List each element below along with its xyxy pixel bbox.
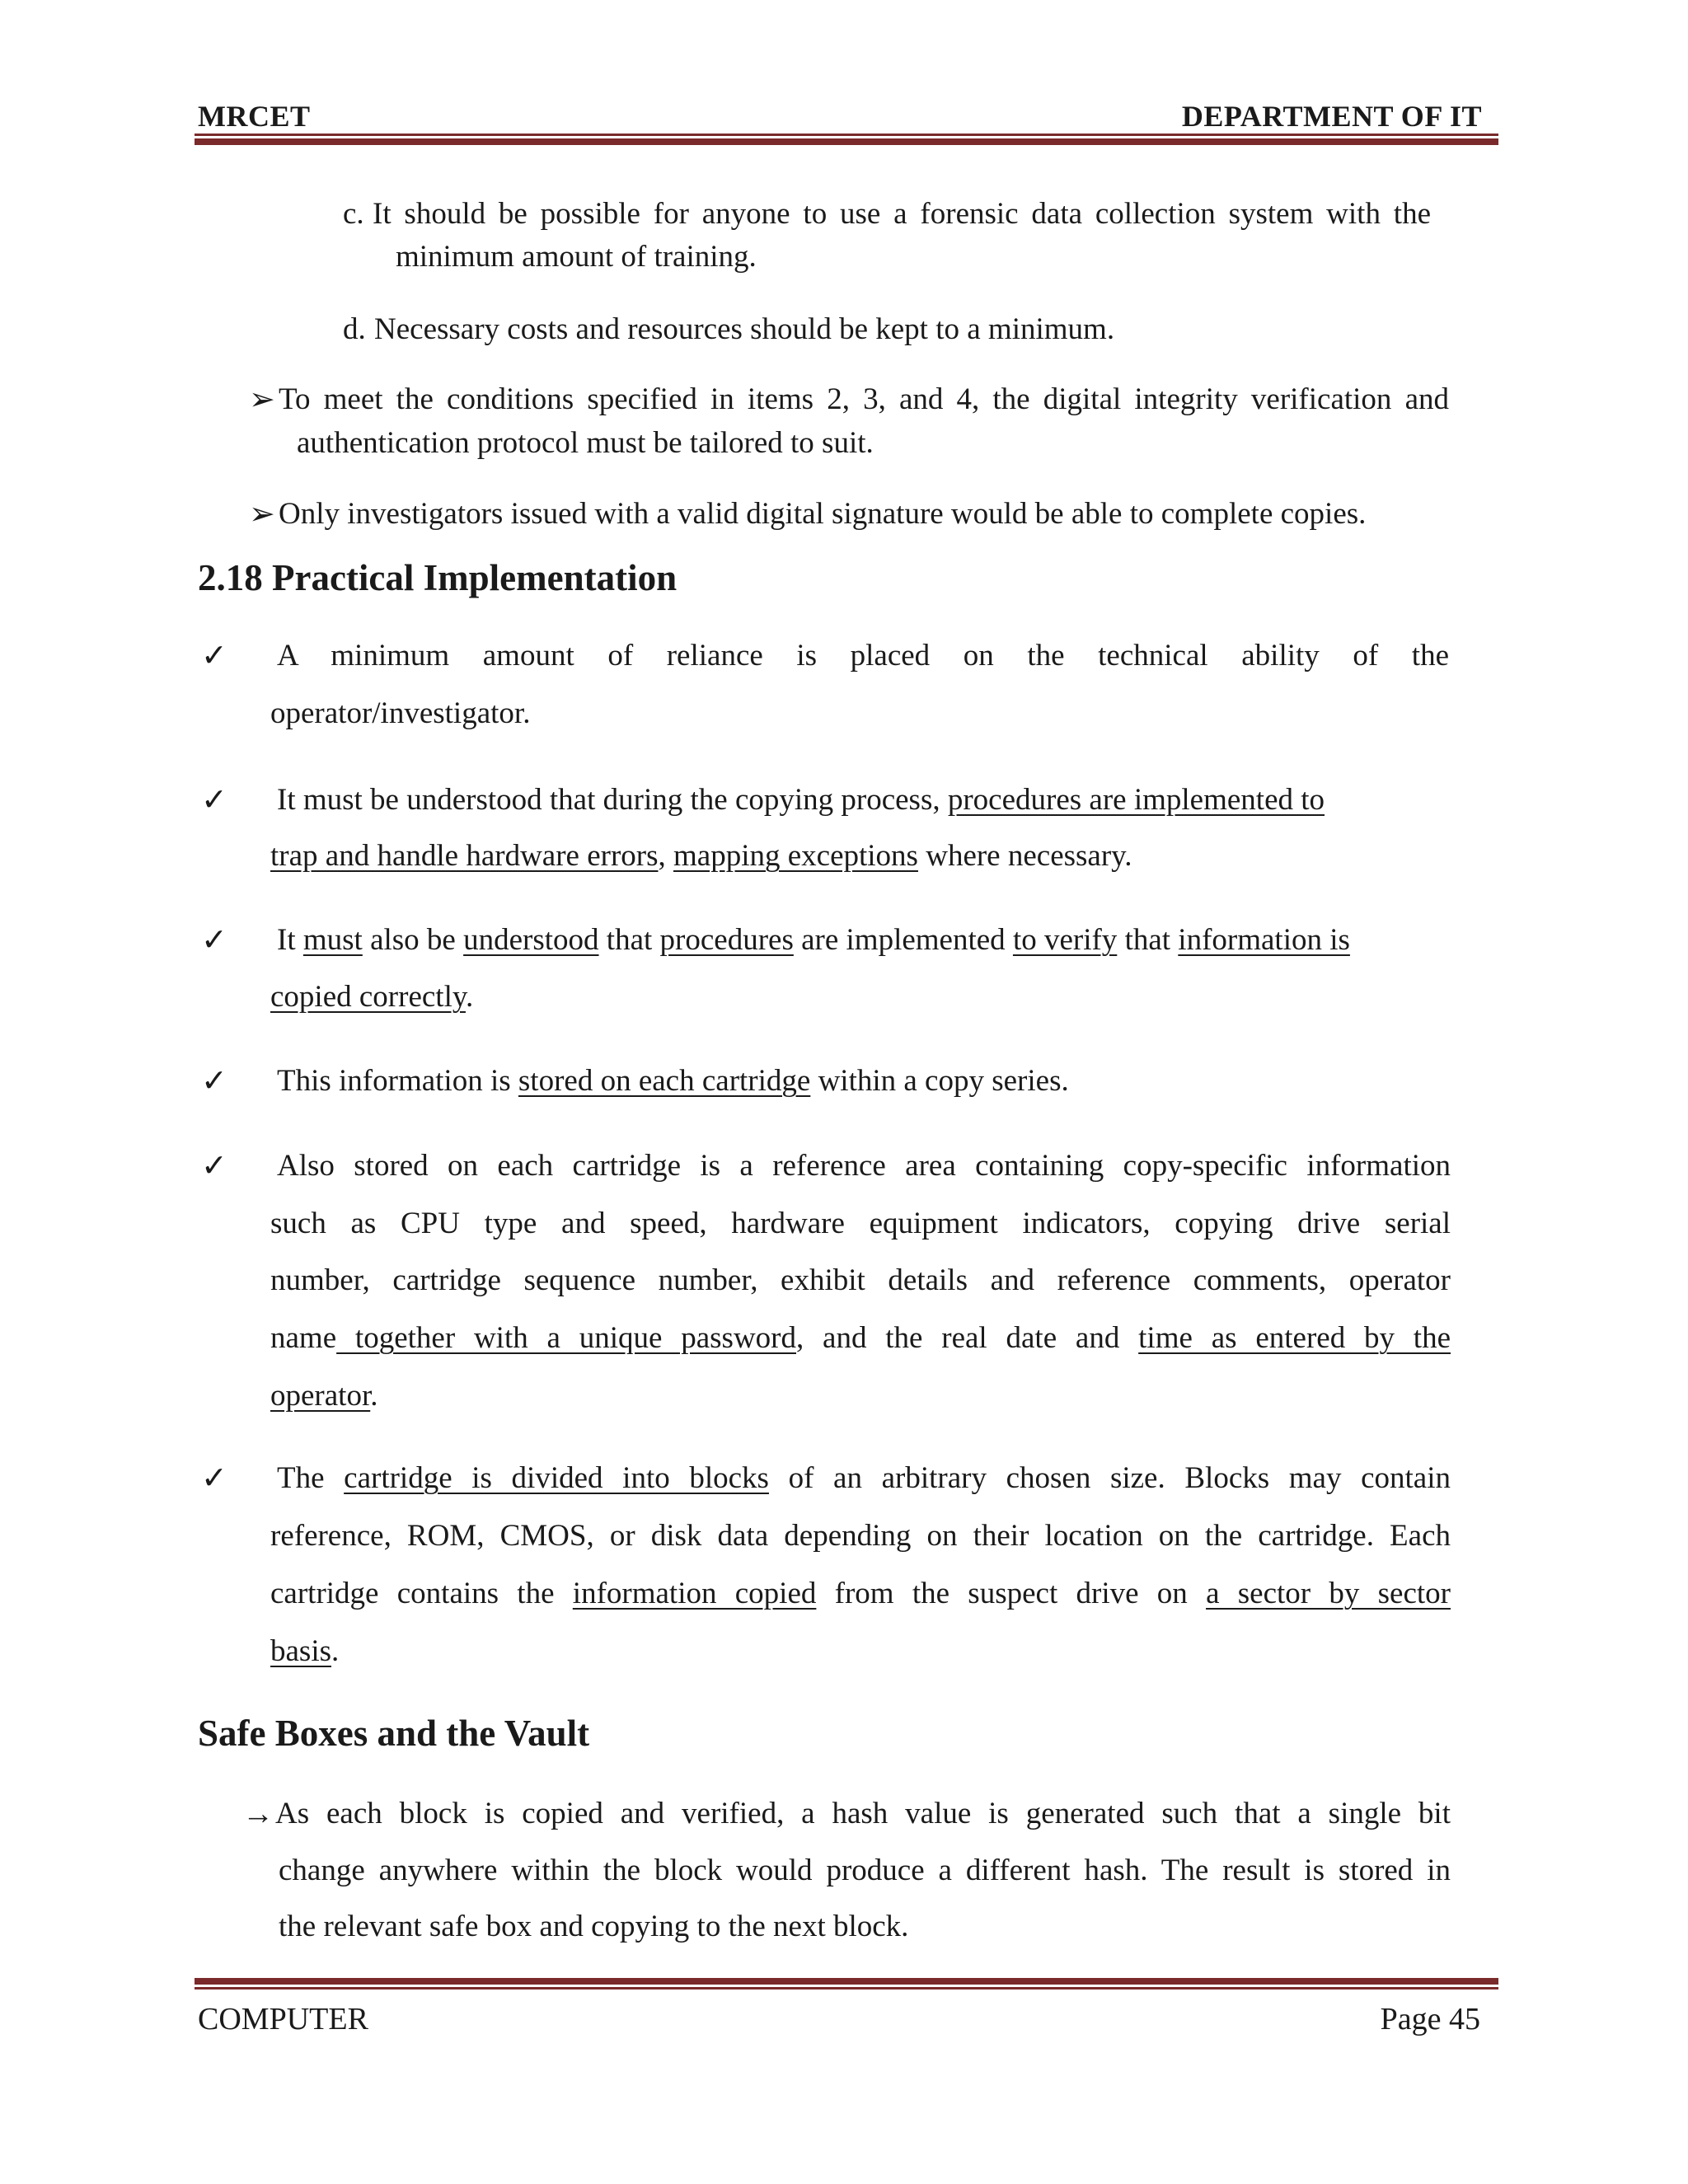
section-heading-practical-implementation: 2.18 Practical Implementation [198, 557, 678, 598]
list-item-c-line1: It should be possible for anyone to use a forensic data collection system with the [373, 197, 1431, 231]
bullet-6-line2: reference, ROM, CMOS, or disk data depending on their location on the cartridge. Each [270, 1519, 1451, 1553]
bullet-6-line3 [270, 1574, 1451, 1614]
bullet-6-underlined: basis [270, 1634, 331, 1668]
checkmark-icon: ✓ [201, 923, 227, 958]
checkmark-icon: ✓ [201, 1149, 227, 1183]
bullet-2-text: It must be understood that during the copying process, [277, 783, 948, 817]
bullet-5-text: . [370, 1379, 378, 1413]
header-institution: MRCET [198, 100, 311, 133]
bullet-6-text: . [331, 1634, 340, 1668]
bullet-5-text: , and the real date and [796, 1321, 1139, 1355]
bullet-6-text: The [277, 1461, 345, 1495]
bullet-3-text: are implemented [793, 923, 1013, 957]
bullet-3-text: . [465, 980, 474, 1014]
bullet-6-underlined: information copied [572, 1577, 817, 1610]
checkmark-icon: ✓ [201, 639, 227, 673]
checkmark-icon: ✓ [201, 1064, 227, 1099]
bullet-3-line2 [270, 977, 473, 1017]
bullet-5-line1: Also stored on each cartridge is a reference area containing copy-specific information [277, 1149, 1451, 1183]
safe-box-para-line3: the relevant safe box and copying to the next block. [279, 1910, 909, 1943]
bullet-3-underlined: procedures [659, 923, 794, 957]
safe-box-para-line2: change anywhere within the block would produce a different hash. The result is stored in [279, 1854, 1451, 1887]
bullet-2-underlined: trap and handle hardware errors [270, 839, 659, 873]
bullet-3-underlined: information is [1178, 923, 1350, 957]
header-divider [195, 134, 1498, 145]
checkmark-icon: ✓ [201, 783, 227, 818]
header-department: DEPARTMENT OF IT [1181, 100, 1482, 133]
checkmark-icon: ✓ [201, 1461, 227, 1496]
arrow-item-1-line2: authentication protocol must be tailored to suit. [297, 426, 874, 460]
bullet-2-underlined: procedures are implemented to [947, 783, 1325, 817]
bullet-4-text: within a copy series. [810, 1064, 1069, 1098]
arrow-bullet-icon: ➢ [249, 497, 275, 532]
section-heading-safe-boxes: Safe Boxes and the Vault [198, 1713, 590, 1754]
page-number: Page 45 [1380, 2002, 1480, 2036]
bullet-1-line1: A minimum amount of reliance is placed on the technical ability of the [277, 639, 1449, 673]
bullet-5-line2: such as CPU type and speed, hardware equipment indicators, copying drive serial [270, 1207, 1451, 1240]
right-arrow-icon: → [242, 1797, 274, 1831]
bullet-6-underlined: cartridge is divided into blocks [344, 1461, 769, 1495]
bullet-5-underlined: operator [270, 1379, 371, 1413]
bullet-2-text: where necessary. [917, 839, 1132, 873]
list-item-c-line2: minimum amount of training. [396, 240, 757, 274]
footer-divider [195, 1978, 1498, 1990]
bullet-4-underlined: stored on each cartridge [518, 1064, 811, 1098]
bullet-3-underlined: understood [463, 923, 599, 957]
bullet-5-text: name [270, 1321, 337, 1355]
bullet-3-line1 [277, 921, 1350, 960]
list-item-c-marker: c. [343, 197, 364, 231]
bullet-2-text: , [658, 839, 673, 873]
list-item-d-marker: d. [343, 312, 366, 346]
bullet-1-line2: operator/investigator. [270, 696, 531, 730]
bullet-3-text: It [277, 923, 303, 957]
bullet-4-text: This information is [277, 1064, 518, 1098]
bullet-5-underlined: together with a unique password [336, 1321, 796, 1355]
bullet-3-text: also be [362, 923, 464, 957]
bullet-3-underlined: to verify [1012, 923, 1118, 957]
bullet-3-underlined: copied correctly [270, 980, 466, 1014]
bullet-6-text: from the suspect drive on [816, 1577, 1207, 1610]
arrow-item-2-text: Only investigators issued with a valid digital signature would be able to complete copies. [279, 497, 1367, 531]
bullet-2-line2 [270, 837, 1132, 876]
bullet-6-text: cartridge contains the [270, 1577, 573, 1610]
bullet-3-text: that [1117, 923, 1179, 957]
arrow-bullet-icon: ➢ [249, 382, 275, 417]
footer-label: COMPUTER [198, 2002, 368, 2036]
bullet-5-underlined: time as entered by the [1138, 1321, 1451, 1355]
bullet-5-line3: number, cartridge sequence number, exhibit details and reference comments, operator [270, 1263, 1451, 1297]
bullet-6-line4 [270, 1632, 339, 1671]
bullet-6-underlined: a sector by sector [1206, 1577, 1451, 1610]
bullet-5-line5 [270, 1376, 377, 1416]
bullet-2-underlined: mapping exceptions [673, 839, 918, 873]
arrow-item-1-line1: To meet the conditions specified in items 2, 3, and 4, the digital integrity verification and [279, 382, 1449, 416]
bullet-3-underlined: must [302, 923, 363, 957]
bullet-3-text: that [598, 923, 660, 957]
safe-box-para-line1: As each block is copied and verified, a hash value is generated such that a single bit [275, 1797, 1451, 1830]
bullet-6-line1 [277, 1459, 1451, 1498]
bullet-5-line4 [270, 1319, 1451, 1358]
list-item-d-text: Necessary costs and resources should be kept to a minimum. [374, 312, 1115, 346]
bullet-6-text: of an arbitrary chosen size. Blocks may contain [768, 1461, 1451, 1495]
bullet-4-line1 [277, 1062, 1069, 1101]
bullet-2-line1 [277, 780, 1325, 820]
